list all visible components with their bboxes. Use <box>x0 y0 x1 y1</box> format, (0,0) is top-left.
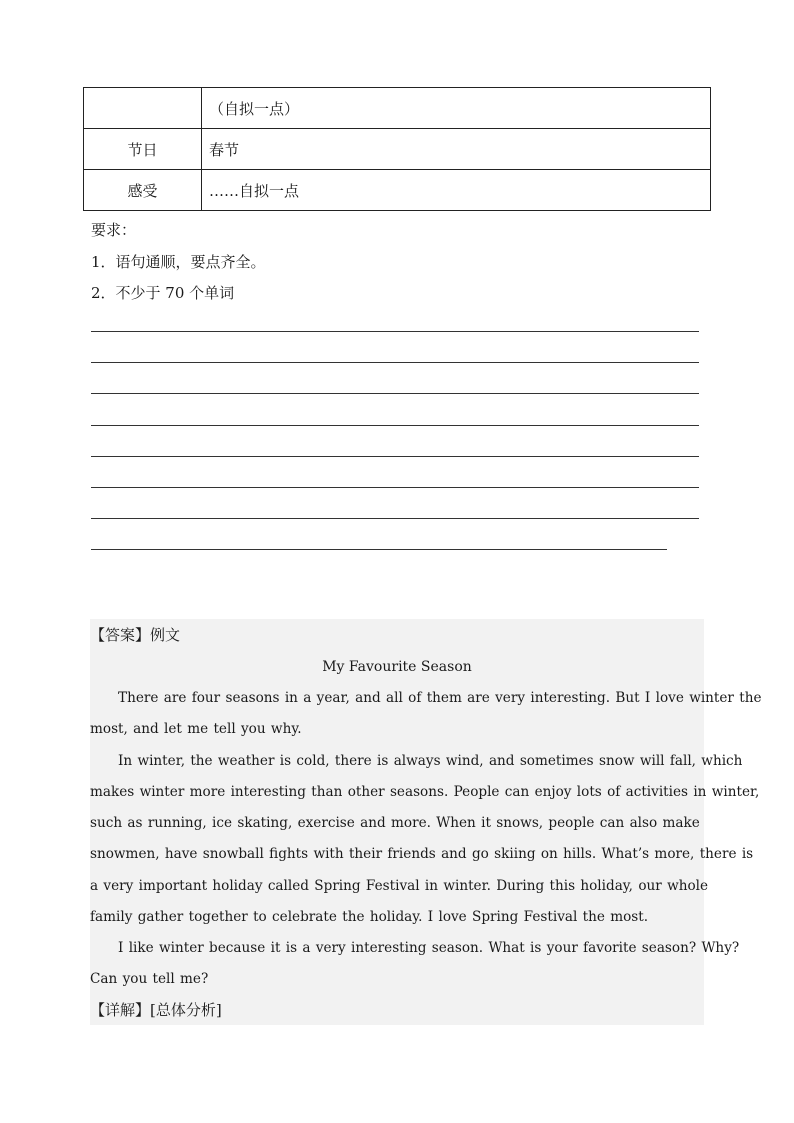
essay-line: I like winter because it is a very interesting season. What is your favorite season? Why? <box>118 940 740 956</box>
essay-line: There are four seasons in a year, and all of them are very interesting. But I love winter the <box>118 690 762 706</box>
essay-line: makes winter more interesting than other seasons. People can enjoy lots of activities in winter, <box>90 784 760 800</box>
writing-line <box>91 549 667 550</box>
table-row <box>84 129 711 170</box>
writing-line <box>91 362 699 363</box>
requirement-item-2: 2．不少于 70 个单词 <box>91 284 235 302</box>
writing-line <box>91 393 699 394</box>
requirements-heading: 要求： <box>91 221 137 239</box>
essay-line: most, and let me tell you why. <box>90 721 302 737</box>
writing-line <box>91 331 699 332</box>
writing-line <box>91 456 699 457</box>
essay-line: such as running, ice skating, exercise and more. When it snows, people can also make <box>90 815 700 831</box>
requirement-item-1: 1．语句通顺，要点齐全。 <box>91 253 266 271</box>
table-label <box>84 88 202 129</box>
writing-line <box>91 487 699 488</box>
table-label: 节日 <box>84 129 202 170</box>
essay-line: family gather together to celebrate the holiday. I love Spring Festival the most. <box>90 909 649 925</box>
essay-line: In winter, the weather is cold, there is always wind, and sometimes snow will fall, which <box>118 753 743 769</box>
detail-heading: 【详解】[总体分析] <box>90 1001 222 1019</box>
answer-block <box>90 619 762 1025</box>
table-row <box>84 170 711 211</box>
table-value: ……自拟一点 <box>202 170 711 211</box>
writing-line <box>91 425 699 426</box>
essay-title: My Favourite Season <box>322 659 472 675</box>
answer-heading: 【答案】例文 <box>90 626 181 644</box>
essay-line: Can you tell me? <box>90 971 209 987</box>
table-label: 感受 <box>84 170 202 211</box>
writing-line <box>91 518 699 519</box>
table-value: （自拟一点） <box>202 88 711 129</box>
essay-line: a very important holiday called Spring Festival in winter. During this holiday, our whole <box>90 878 709 894</box>
info-table <box>83 87 711 211</box>
table-row <box>84 88 711 129</box>
table-value: 春节 <box>202 129 711 170</box>
essay-line: snowmen, have snowball fights with their friends and go skiing on hills. What’s more, there is <box>90 846 754 862</box>
